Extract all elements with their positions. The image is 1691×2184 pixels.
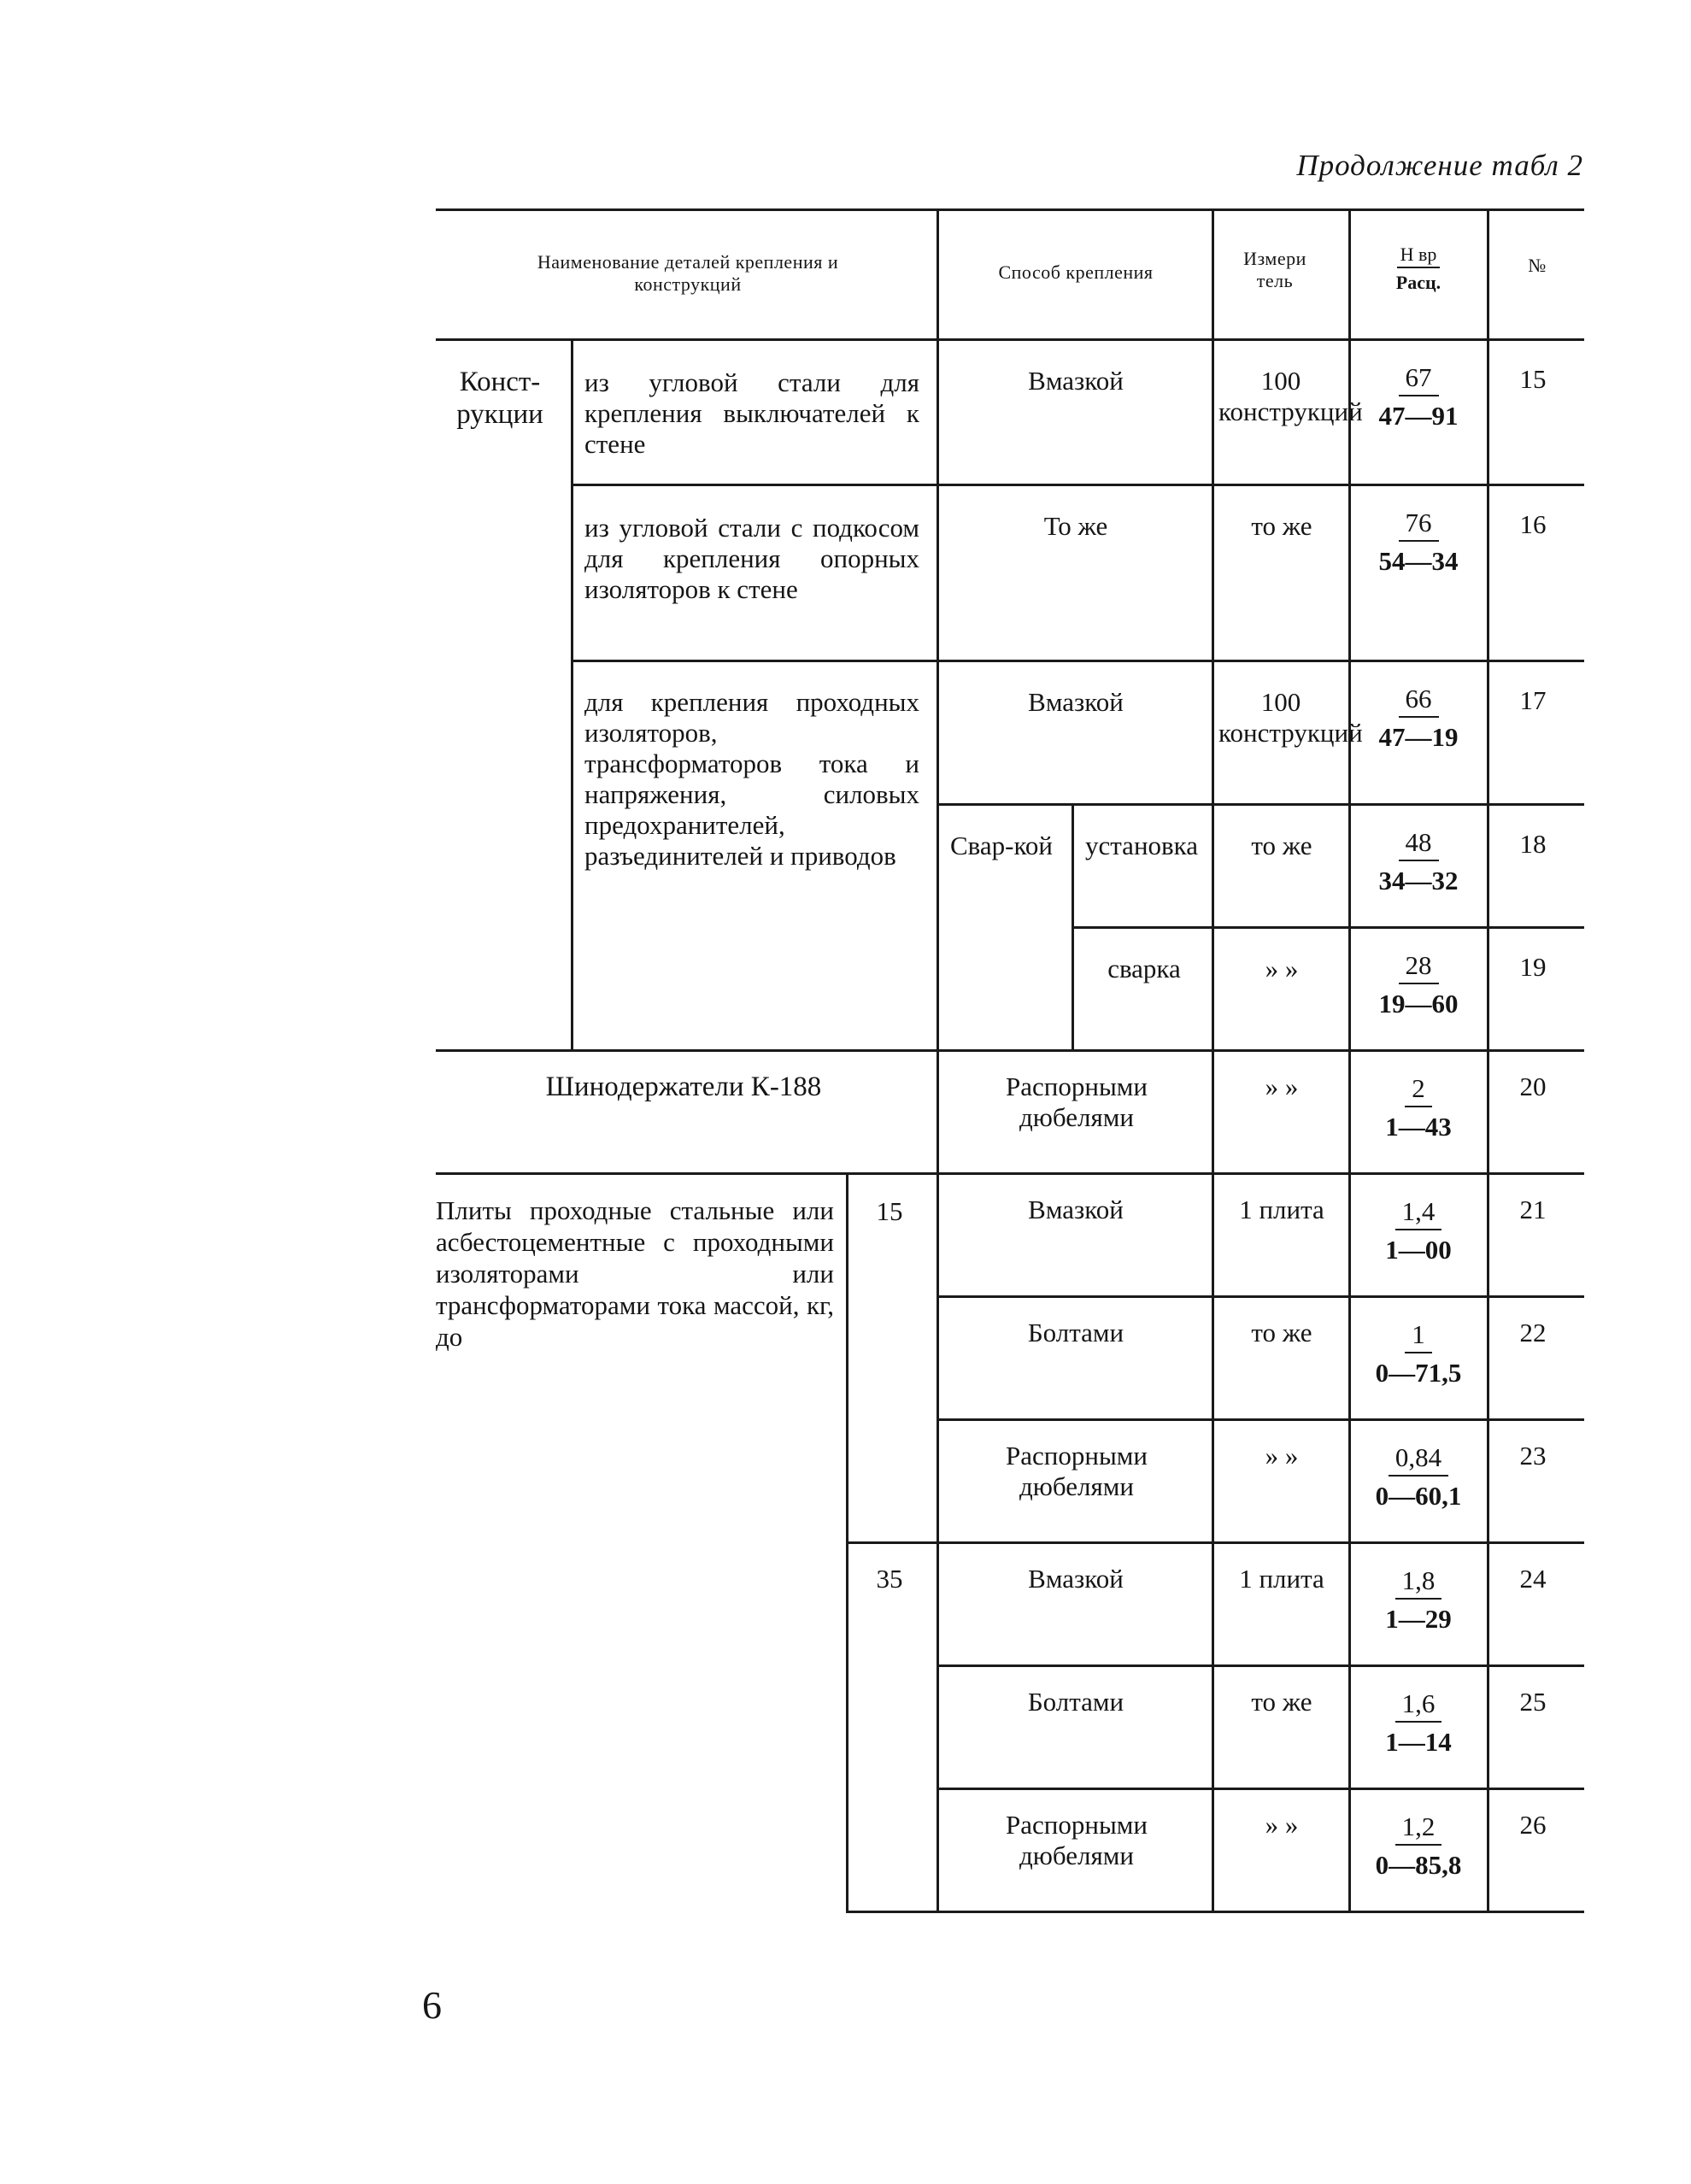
- row22-unit: то же: [1251, 1318, 1312, 1347]
- vrule-welding: [1072, 803, 1074, 1049]
- row22-method: Болтами: [1027, 1318, 1124, 1347]
- row24-no: 24: [1519, 1564, 1547, 1594]
- row19-no: 19: [1519, 952, 1547, 982]
- row26-rate-value: 0—85,8: [1375, 1850, 1462, 1880]
- row22-rate-value: 0—71,5: [1375, 1358, 1462, 1388]
- row26-method: Распорными дюбелями: [1006, 1810, 1148, 1870]
- header-norm-num: Н вр: [1397, 243, 1441, 268]
- row24-method: Вмазкой: [1028, 1564, 1124, 1594]
- row23-unit: » »: [1265, 1441, 1299, 1471]
- row26-norm: [1352, 1810, 1485, 1885]
- row21-method: Вмазкой: [1028, 1195, 1124, 1224]
- row17-norm: [1352, 682, 1485, 757]
- rule-bottom: [846, 1911, 1584, 1913]
- row16-norm-value: 76: [1399, 506, 1439, 542]
- row25-unit: то же: [1251, 1687, 1312, 1717]
- row15-method: Вмазкой: [1028, 366, 1124, 396]
- row18-norm-value: 48: [1399, 825, 1439, 861]
- group-busholders: Шинодержатели К-188: [545, 1071, 822, 1102]
- mass-15: 15: [876, 1196, 903, 1226]
- group-plates: Плиты проходные стальные или асбестоцементные с проходными изоляторами или трансформаторами тока массой, кг, до: [436, 1195, 834, 1352]
- row17-desc: для крепления проходных изоляторов, трансформаторов тока и напряжения, силовых предохранителей, разъединителей и приводов: [584, 687, 919, 871]
- header-method: Способ крепления: [998, 261, 1154, 283]
- rule-top: [436, 208, 1584, 211]
- row21-no: 21: [1519, 1195, 1547, 1224]
- header-norm: [1352, 243, 1485, 297]
- header-norm-den: Расц.: [1395, 272, 1441, 293]
- row21-norm-value: 1,4: [1395, 1195, 1442, 1230]
- row26-no: 26: [1519, 1810, 1547, 1840]
- row15-desc: из угловой стали для крепления выключателей к стене: [584, 367, 919, 459]
- row16-no: 16: [1519, 509, 1547, 539]
- row16-rate-value: 54—34: [1378, 546, 1459, 576]
- rule-row23: [846, 1541, 1584, 1544]
- row25-norm-value: 1,6: [1395, 1687, 1442, 1723]
- vrule-group: [571, 338, 573, 1049]
- rule-row18: [1072, 926, 1584, 929]
- vrule-unit: [1212, 208, 1214, 1911]
- page-number: 6: [422, 1983, 442, 2027]
- row25-norm: [1352, 1687, 1485, 1762]
- row26-unit: » »: [1265, 1810, 1299, 1840]
- row20-norm: [1352, 1071, 1485, 1147]
- row16-unit: то же: [1251, 511, 1312, 541]
- row17-unit: 100 конструкций: [1218, 687, 1363, 748]
- row22-norm-value: 1: [1405, 1318, 1432, 1353]
- row19-rate-value: 19—60: [1378, 989, 1459, 1019]
- row23-norm: [1352, 1441, 1485, 1516]
- vrule-norm: [1348, 208, 1351, 1911]
- row20-rate-value: 1—43: [1385, 1112, 1452, 1142]
- row19-method: сварка: [1107, 954, 1181, 983]
- row15-unit: 100 конструкций: [1218, 366, 1363, 426]
- row15-norm: [1352, 361, 1485, 436]
- row16-method: То же: [1043, 511, 1108, 541]
- row22-norm: [1352, 1318, 1485, 1393]
- row25-no: 25: [1519, 1687, 1547, 1717]
- row24-norm-value: 1,8: [1395, 1564, 1442, 1600]
- header-unit: Измери тель: [1243, 248, 1306, 291]
- rule-header-bottom: [436, 338, 1584, 341]
- row17-no: 17: [1519, 685, 1547, 715]
- vrule-mass: [846, 1172, 848, 1911]
- row23-norm-value: 0,84: [1389, 1441, 1448, 1477]
- row15-rate-value: 47—91: [1378, 401, 1459, 431]
- vrule-method: [937, 208, 939, 1911]
- row18-no: 18: [1519, 829, 1547, 859]
- rule-row20: [436, 1172, 1584, 1175]
- vrule-no: [1487, 208, 1489, 1911]
- rule-row19: [436, 1049, 1584, 1052]
- row21-unit: 1 плита: [1239, 1195, 1324, 1224]
- header-name: Наименование деталей крепления и конструкций: [537, 251, 839, 295]
- row20-norm-value: 2: [1405, 1071, 1432, 1107]
- row23-method: Распорными дюбелями: [1006, 1441, 1148, 1501]
- row17-norm-value: 66: [1399, 682, 1439, 718]
- table-caption: Продолжение табл 2: [1296, 149, 1583, 182]
- row26-norm-value: 1,2: [1395, 1810, 1442, 1846]
- row25-method: Болтами: [1027, 1687, 1124, 1717]
- row18-unit: то же: [1251, 831, 1312, 860]
- row16-norm: [1352, 506, 1485, 581]
- rule-row16: [571, 660, 1584, 662]
- row17-method: Вмазкой: [1028, 687, 1124, 717]
- row24-norm: [1352, 1564, 1485, 1639]
- row18-rate-value: 34—32: [1378, 866, 1459, 895]
- row21-rate-value: 1—00: [1385, 1235, 1452, 1265]
- header-no: №: [1528, 255, 1547, 276]
- row20-unit: » »: [1265, 1071, 1299, 1101]
- row24-unit: 1 плита: [1239, 1564, 1324, 1594]
- mass-35: 35: [876, 1564, 903, 1594]
- row19-unit: » »: [1265, 954, 1299, 983]
- row23-rate-value: 0—60,1: [1375, 1481, 1462, 1511]
- row21-norm: [1352, 1195, 1485, 1270]
- row20-no: 20: [1519, 1071, 1547, 1101]
- row23-no: 23: [1519, 1441, 1547, 1471]
- row17-rate-value: 47—19: [1378, 722, 1459, 752]
- row24-rate-value: 1—29: [1385, 1604, 1452, 1634]
- row22-no: 22: [1519, 1318, 1547, 1347]
- row15-norm-value: 67: [1399, 361, 1439, 396]
- row18-norm: [1352, 825, 1485, 901]
- row16-desc: из угловой стали с подкосом для крепления опорных изоляторов к стене: [584, 513, 919, 604]
- row19-norm: [1352, 948, 1485, 1024]
- row15-no: 15: [1519, 364, 1547, 394]
- row18-method: установка: [1085, 831, 1199, 860]
- row25-rate-value: 1—14: [1385, 1727, 1452, 1757]
- rule-row15: [571, 484, 1584, 486]
- welding-label: Свар-кой: [949, 831, 1054, 860]
- group-constructions: Конст-рукции: [456, 367, 543, 430]
- row19-norm-value: 28: [1399, 948, 1439, 984]
- row20-method: Распорными дюбелями: [1006, 1071, 1148, 1132]
